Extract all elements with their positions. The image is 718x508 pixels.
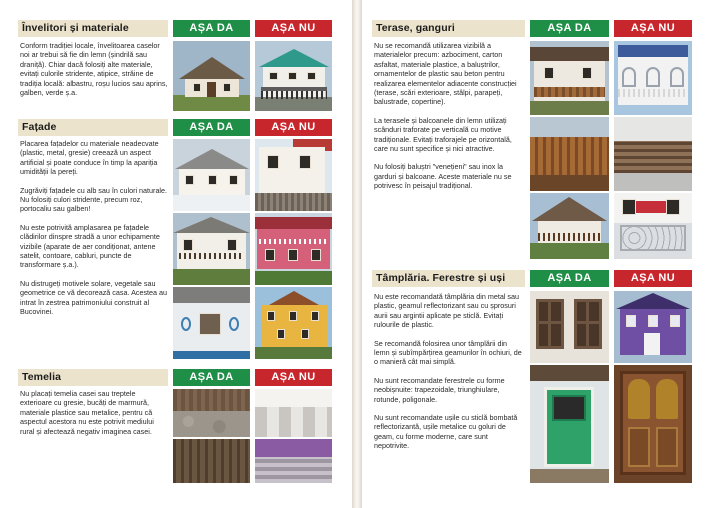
aşa-da-badge: AȘA DA xyxy=(173,20,250,37)
photo-plastic-siding-house xyxy=(255,139,332,211)
paragraph: Nu distrugeți motivele solare, vegetale sau geometrice ce vă decorează casa. Acestea au intrat în zestrea patrimoniului construit al Bucovinei. xyxy=(20,278,168,317)
aşa-nu-badge: AȘA NU xyxy=(255,119,332,136)
photo-wood-terrace xyxy=(530,41,609,115)
photo-yellow-house xyxy=(255,287,332,359)
paragraph: Nu este recomandată tâmplăria din metal sau plastic, geamul reflectorizant sau cu șprosuri aurii sau argintii aplicate pe sticlă. Evitați rulourile de plastic. xyxy=(374,292,520,330)
aşa-da-badge: AȘA DA xyxy=(530,270,609,287)
photo-wood-windows xyxy=(530,291,609,363)
aşa-da-badge: AȘA DA xyxy=(173,369,250,386)
photo-porch-house xyxy=(173,213,250,285)
photo-concrete-balusters-terrace xyxy=(614,41,692,115)
photo-green-metal-roof xyxy=(255,41,332,111)
section-title-tamplaria: Tâmplăria. Ferestre și uși xyxy=(372,270,525,287)
paragraph: Conform tradiției locale, învelitoarea caselor noi ar trebui să fie din lemn (șindrilă sau draniță). Chiar dacă folosiți alte materiale, evitați culorile stridente, atipice, străine de tradiția locală: albastru, roșu lucios sau aprins, galben, verde ș.a. xyxy=(20,41,168,98)
section-text-materiale xyxy=(20,41,168,106)
photo-horizontal-fretwork-balcony xyxy=(614,117,692,191)
photo-decorated-facade xyxy=(173,287,250,359)
section-text-fatade xyxy=(20,139,168,326)
aşa-da-badge: AȘA DA xyxy=(173,119,250,136)
paragraph: Zugrăviți fațadele cu alb sau în culori naturale. Nu folosiți culori stridente, precum roz, portocaliu sau galben! xyxy=(20,185,168,214)
section-title-terase: Terase, ganguri xyxy=(372,20,525,37)
paragraph: Nu este potrivită amplasarea pe fațadele clădirilor dinspre stradă a unor echipamente vizibile (aparate de aer condiționat, antene satelit, contoare, cabluri, puncte de transformare ș.a.). xyxy=(20,222,160,270)
photo-pink-facade-house xyxy=(255,213,332,285)
photo-shingle-roof-house xyxy=(173,41,250,111)
paragraph: La terasele și balcoanele din lemn utilizați scânduri traforate pe verticală cu motive tradiționale. Evitați traforajele pe orizontală, care nu sunt specifice și nici atractive. xyxy=(374,115,512,154)
section-text-temelia xyxy=(20,389,168,445)
page-gutter xyxy=(352,0,362,508)
photo-wood-plank-wall xyxy=(173,439,250,483)
paragraph: Nu sunt recomandate ușile cu sticlă bombată reflectorizantă, ușile metalice cu goluri de geam, cu forme moderne, care sunt nepotrivite. xyxy=(374,413,518,451)
aşa-nu-badge: AȘA NU xyxy=(255,20,332,37)
section-title-fatade: Fațade xyxy=(18,119,168,136)
photo-tiled-foundation xyxy=(255,389,332,437)
section-text-tamplaria xyxy=(374,292,524,460)
aşa-da-badge: AȘA DA xyxy=(530,20,609,37)
section-title-temelia: Temelia xyxy=(18,369,168,386)
paragraph: Nu se recomandă utilizarea vizibilă a materialelor precum: azbociment, carton asfaltat, materiale plastice, a baluștrilor, ornamentelor de plastic sau beton pentru realizarea elementelor adiacente construcției (terase, scări exterioare, stâlpi, parapeți, balustrade, copertine). xyxy=(374,41,517,107)
photo-glass-metal-door xyxy=(614,365,692,483)
photo-white-house-winter xyxy=(173,139,250,211)
photo-purple-tiles xyxy=(255,439,332,483)
photo-purple-house-plastic-windows xyxy=(614,291,692,363)
paragraph: Nu placați temelia casei sau treptele exterioare cu gresie, bucăți de marmură, materiale plastice sau metalice, pentru că aspectul acestora nu este potrivit mediului rural și afectează negativ imaginea casei. xyxy=(20,389,154,436)
paragraph: Placarea fațadelor cu materiale neadecvate (plastic, metal, gresie) creează un aspect artificial și poate conduce în timp la apariția umidității la pereți. xyxy=(20,139,159,177)
photo-inox-balustrade xyxy=(614,193,692,259)
aşa-nu-badge: AȘA NU xyxy=(614,20,692,37)
photo-wood-balcony-house xyxy=(530,193,609,259)
photo-stone-foundation xyxy=(173,389,250,437)
aşa-nu-badge: AȘA NU xyxy=(255,369,332,386)
section-text-terase xyxy=(374,41,524,200)
photo-vertical-fretwork-balcony xyxy=(530,117,609,191)
paragraph: Nu folosiți baluștri "venețieni" sau inox la garduri și balcoane. Aceste materiale nu se potrivesc în peisajul tradițional. xyxy=(374,162,512,191)
paragraph: Nu sunt recomandate ferestrele cu forme neobișnuite: trapezoidale, triunghiulare, rotunde, poligonale. xyxy=(374,375,505,404)
photo-green-wooden-door xyxy=(530,365,609,483)
paragraph: Se recomandă folosirea unor tâmplării din lemn și subîmpărțirea geamurilor în ochiuri, de o manieră cât mai simplă. xyxy=(374,338,522,367)
aşa-nu-badge: AȘA NU xyxy=(614,270,692,287)
section-title-materiale: Învelitori și materiale xyxy=(18,20,168,37)
